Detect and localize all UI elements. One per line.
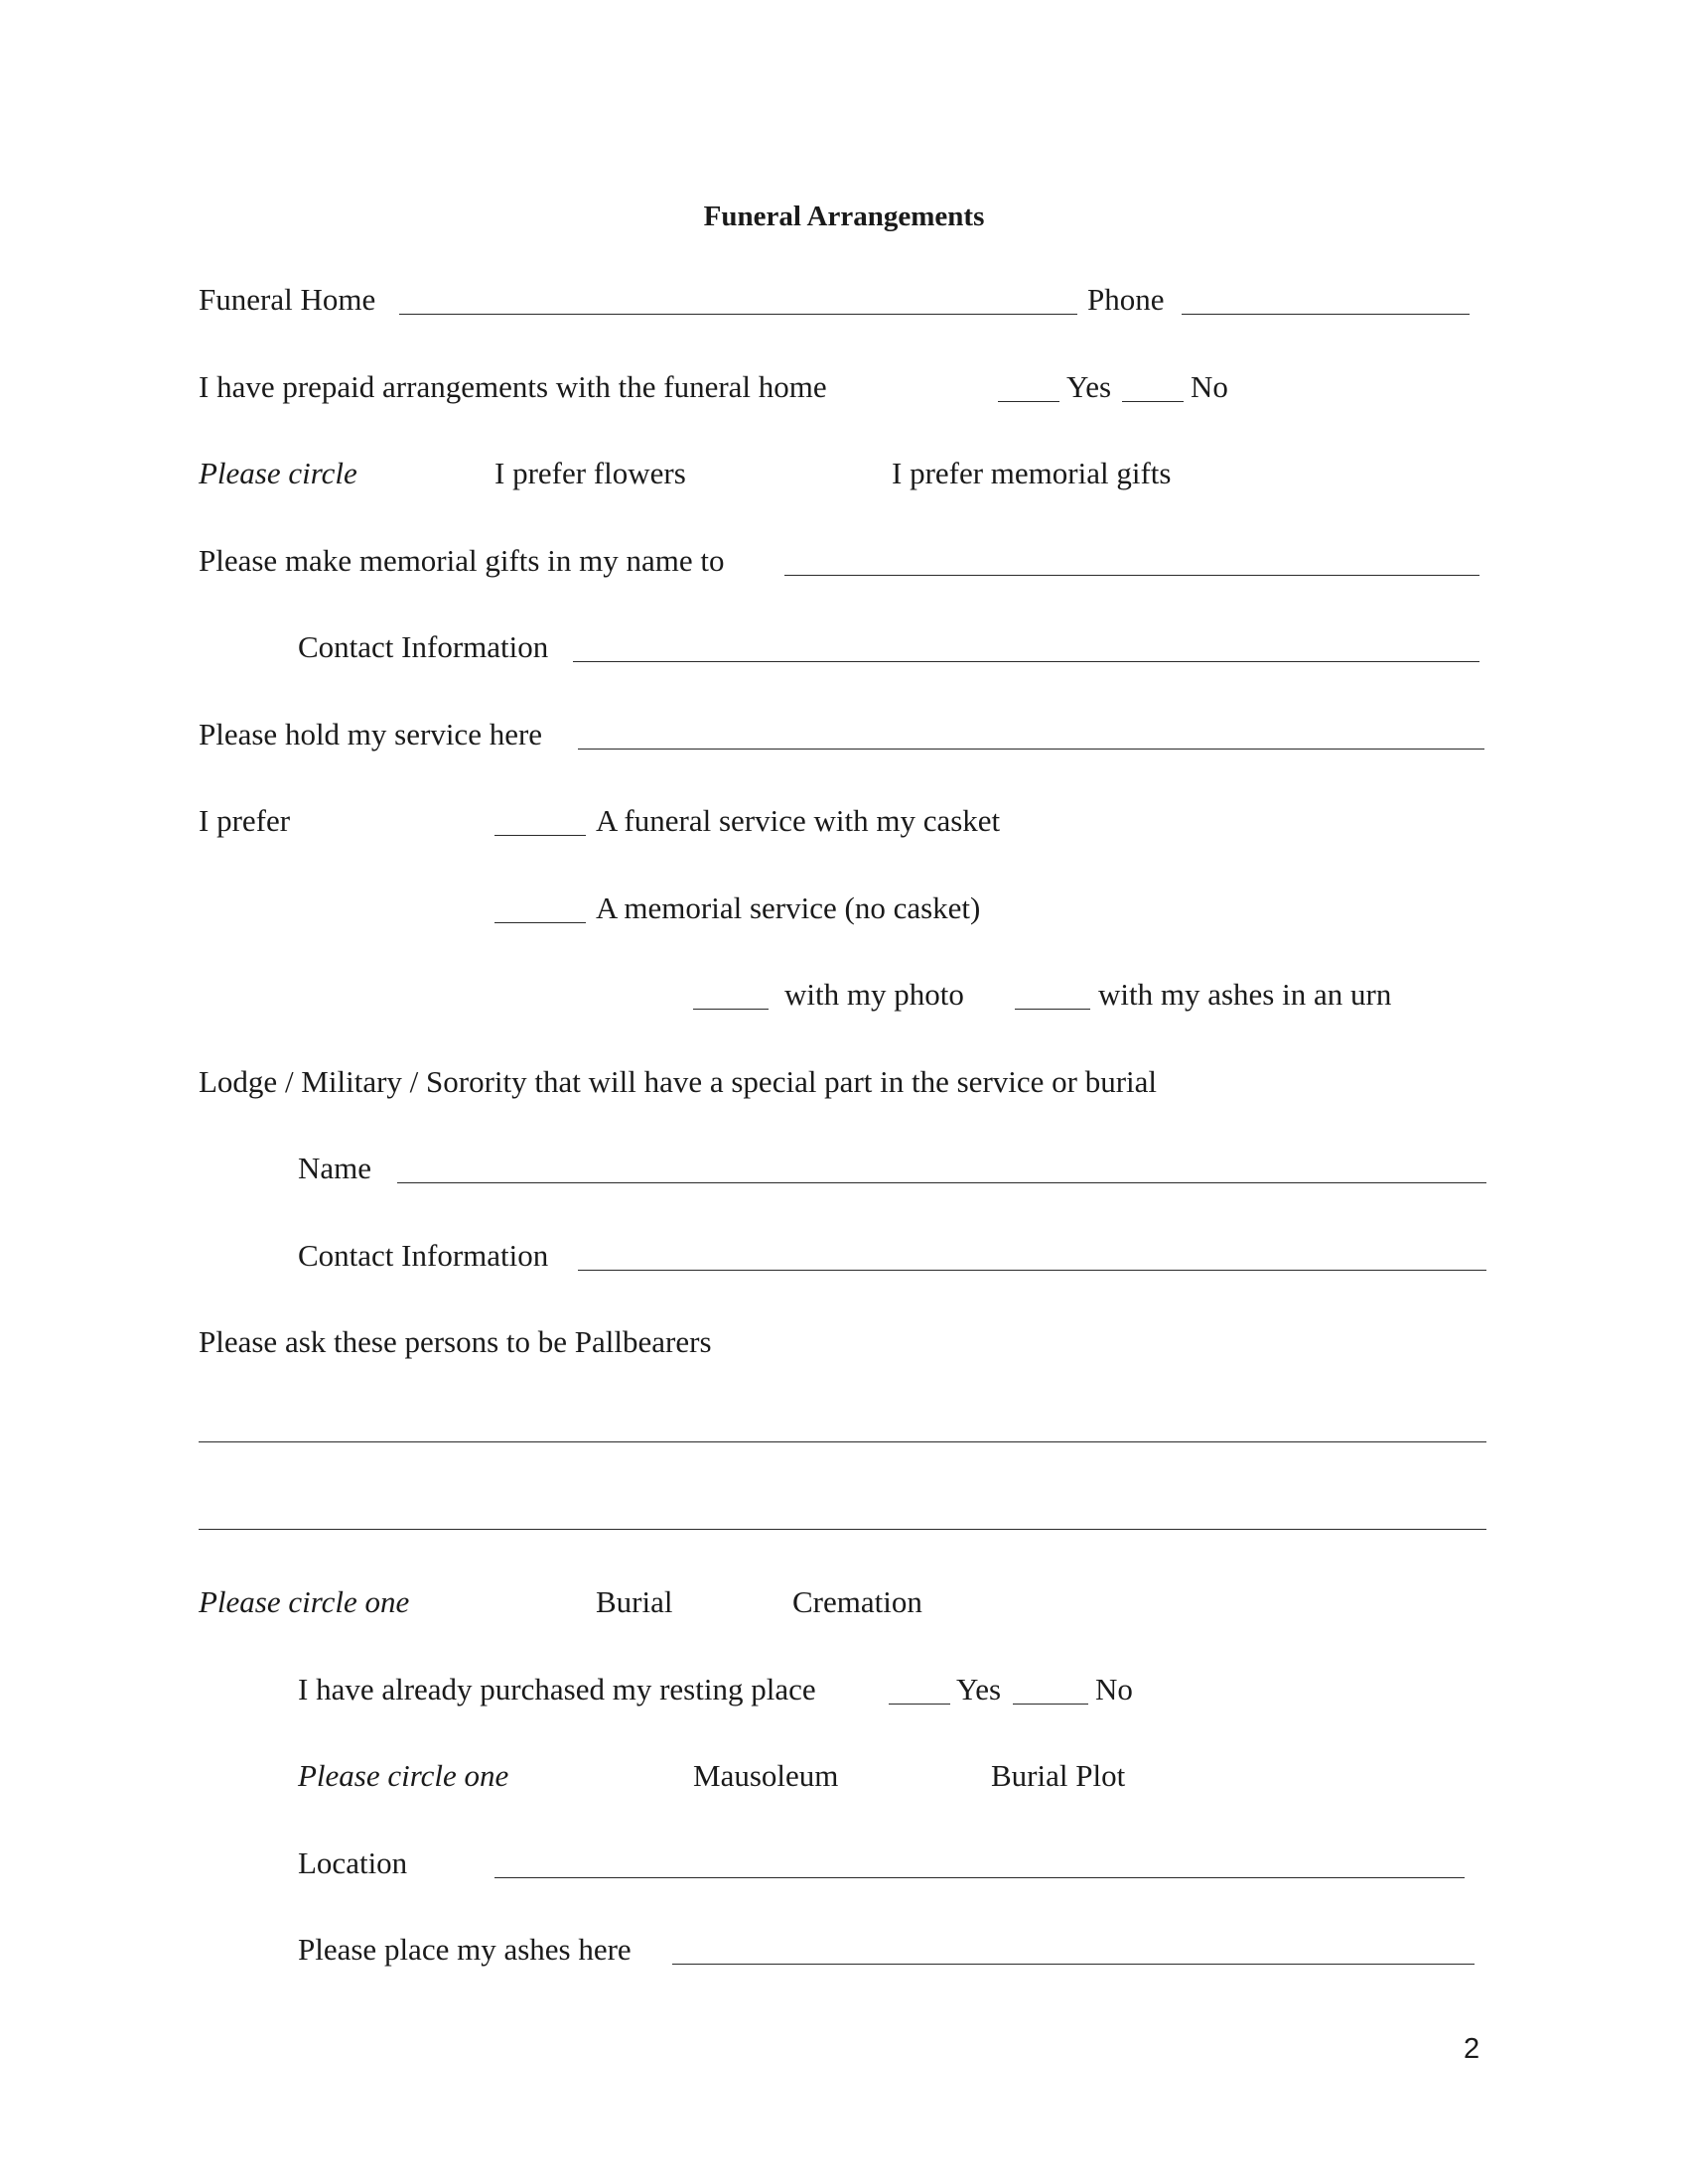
pallbearers-label: Please ask these persons to be Pallbearers	[199, 1324, 712, 1359]
lodge-name-label: Name	[298, 1151, 372, 1185]
circle-instruction-place: Please circle one	[298, 1758, 509, 1793]
option-cremation[interactable]: Cremation	[792, 1584, 922, 1619]
urn-blank[interactable]	[1015, 1009, 1090, 1010]
resting-yes-label: Yes	[956, 1672, 1002, 1706]
option-flowers[interactable]: I prefer flowers	[494, 456, 686, 490]
lodge-label: Lodge / Military / Sorority that will have a special part in the service or burial	[199, 1064, 1158, 1099]
page-number: 2	[1464, 2033, 1480, 2065]
resting-no-label: No	[1095, 1672, 1133, 1706]
funeral-service-option: A funeral service with my casket	[596, 803, 1001, 838]
pallbearers-field-2[interactable]	[199, 1529, 1486, 1530]
resting-yes-blank[interactable]	[889, 1704, 950, 1705]
memorial-contact-label: Contact Information	[298, 629, 549, 664]
option-mausoleum[interactable]: Mausoleum	[693, 1758, 839, 1793]
lodge-name-field[interactable]	[397, 1182, 1486, 1183]
resting-place-label: I have already purchased my resting place	[298, 1672, 816, 1706]
pallbearers-field-1[interactable]	[199, 1441, 1486, 1442]
prepaid-yes-blank[interactable]	[998, 401, 1059, 402]
ashes-label: Please place my ashes here	[298, 1932, 632, 1967]
memorial-service-option: A memorial service (no casket)	[596, 890, 981, 925]
phone-field[interactable]	[1182, 314, 1470, 315]
photo-option: with my photo	[784, 977, 964, 1012]
prepaid-label: I have prepaid arrangements with the funeral home	[199, 369, 827, 404]
option-memorial-gifts[interactable]: I prefer memorial gifts	[892, 456, 1172, 490]
option-burial-plot[interactable]: Burial Plot	[991, 1758, 1126, 1793]
phone-label: Phone	[1087, 282, 1165, 317]
funeral-service-blank[interactable]	[494, 835, 586, 836]
circle-instruction-flowers: Please circle	[199, 456, 357, 490]
service-location-label: Please hold my service here	[199, 717, 543, 751]
memorial-contact-field[interactable]	[573, 661, 1479, 662]
resting-no-blank[interactable]	[1013, 1704, 1088, 1705]
prepaid-no-label: No	[1191, 369, 1228, 404]
prepaid-yes-label: Yes	[1066, 369, 1112, 404]
circle-instruction-burial: Please circle one	[199, 1584, 410, 1619]
memorial-service-blank[interactable]	[494, 922, 586, 923]
location-field[interactable]	[494, 1877, 1465, 1878]
memorial-gifts-label: Please make memorial gifts in my name to	[199, 543, 725, 578]
photo-blank[interactable]	[693, 1009, 769, 1010]
funeral-home-field[interactable]	[399, 314, 1077, 315]
urn-option: with my ashes in an urn	[1098, 977, 1392, 1012]
lodge-contact-label: Contact Information	[298, 1238, 549, 1273]
prepaid-no-blank[interactable]	[1122, 401, 1184, 402]
location-label: Location	[298, 1845, 408, 1880]
page-title: Funeral Arrangements	[703, 201, 985, 232]
prefer-label: I prefer	[199, 803, 291, 838]
memorial-gifts-field[interactable]	[784, 575, 1479, 576]
option-burial[interactable]: Burial	[596, 1584, 673, 1619]
service-location-field[interactable]	[578, 749, 1484, 750]
ashes-field[interactable]	[672, 1964, 1475, 1965]
funeral-home-label: Funeral Home	[199, 282, 376, 317]
lodge-contact-field[interactable]	[578, 1270, 1486, 1271]
